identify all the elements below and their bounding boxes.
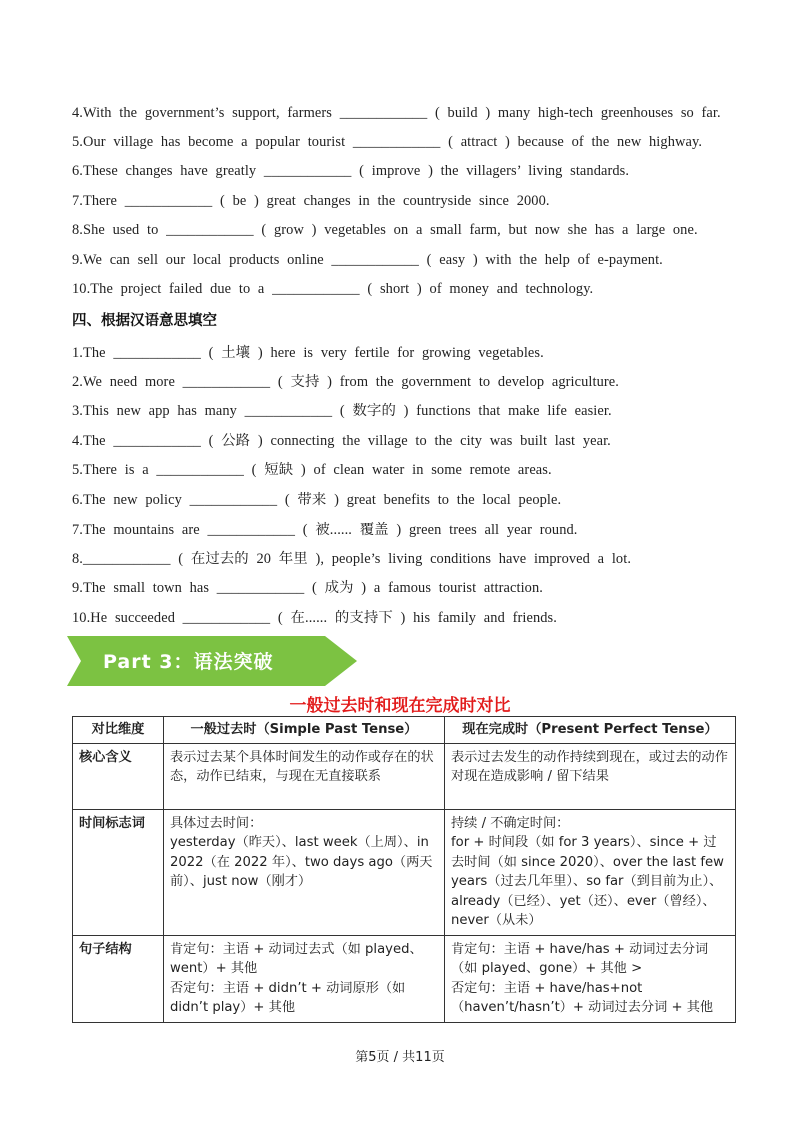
section-heading: 四、根据汉语意思填空: [72, 313, 217, 329]
simple-past-cell: 表示过去某个具体时间发生的动作或存在的状态，动作已结束，与现在无直接联系: [164, 743, 445, 809]
translation-line-3: 3.This new app has many ____________ ( 数字的 ) functions that make life easier.: [72, 403, 612, 419]
row-label: 句子结构: [73, 935, 164, 1022]
translation-line-7: 7.The mountains are ____________ ( 被...... 覆盖 ) green trees all year round.: [72, 522, 578, 538]
exercise-line-9: 9.We can sell our local products online ____________ ( easy ) with the help of e-payment.: [72, 252, 663, 268]
exercise-line-7: 7.There ____________ ( be ) great changes in the countryside since 2000.: [72, 193, 550, 209]
comparison-table: [72, 716, 736, 1023]
translation-line-4: 4.The ____________ ( 公路 ) connecting the village to the city was built last year.: [72, 433, 611, 449]
header-simple-past: 一般过去时（Simple Past Tense）: [164, 717, 445, 744]
simple-past-cell: 肯定句：主语 + 动词过去式（如 played、went）+ 其他 否定句：主语 + didn’t + 动词原形（如 didn’t play）+ 其他: [164, 935, 445, 1022]
translation-line-9: 9.The small town has ____________ ( 成为 ) a famous tourist attraction.: [72, 580, 543, 596]
present-perfect-cell: 持续 / 不确定时间： for + 时间段（如 for 3 years）、since + 过去时间（如 since 2020）、over the last few years（过去几年里）、so far（到目前为止）、already（已经）、yet（还）、ever（曾经）、never（从未）: [445, 809, 736, 935]
present-perfect-cell: 肯定句：主语 + have/has + 动词过去分词（如 played、gone）+ 其他 > 否定句：主语 + have/has+not（haven’t/hasn’t）+ 动词过去分词 + 其他: [445, 935, 736, 1022]
row-label: 核心含义: [73, 743, 164, 809]
exercise-line-10: 10.The project failed due to a ____________ ( short ) of money and technology.: [72, 281, 594, 297]
page-footer: 第5页 / 共11页: [355, 1050, 445, 1065]
row-label: 时间标志词: [73, 809, 164, 935]
simple-past-cell: 具体过去时间： yesterday（昨天）、last week（上周）、in 2022（在 2022 年）、two days ago（两天前）、just now（刚才）: [164, 809, 445, 935]
translation-line-5: 5.There is a ____________ ( 短缺 ) of clean water in some remote areas.: [72, 462, 552, 478]
part-banner-label: Part 3：语法突破: [103, 651, 274, 673]
exercise-line-6: 6.These changes have greatly ____________ ( improve ) the villagers’ living standards.: [72, 163, 630, 179]
table-title: 一般过去时和现在完成时对比: [289, 696, 511, 716]
table-header-row: [73, 717, 736, 744]
table-row: [73, 743, 736, 809]
header-present-perfect: 现在完成时（Present Perfect Tense）: [445, 717, 736, 744]
translation-line-8: 8.____________ ( 在过去的 20 年里 ), people’s living conditions have improved a lot.: [72, 551, 632, 567]
table-row: [73, 935, 736, 1022]
translation-line-6: 6.The new policy ____________ ( 带来 ) great benefits to the local people.: [72, 492, 562, 508]
translation-line-2: 2.We need more ____________ ( 支持 ) from the government to develop agriculture.: [72, 374, 619, 390]
translation-line-10: 10.He succeeded ____________ ( 在...... 的支持下 ) his family and friends.: [72, 610, 557, 626]
translation-line-1: 1.The ____________ ( 土壤 ) here is very fertile for growing vegetables.: [72, 345, 544, 361]
present-perfect-cell: 表示过去发生的动作持续到现在，或过去的动作对现在造成影响 / 留下结果: [445, 743, 736, 809]
exercise-line-8: 8.She used to ____________ ( grow ) vegetables on a small farm, but now she has a large one.: [72, 222, 698, 238]
exercise-line-4: 4.With the government’s support, farmers ____________ ( build ) many high-tech greenhouses so far.: [72, 105, 721, 121]
table-row: [73, 809, 736, 935]
header-dimension: 对比维度: [73, 717, 164, 744]
exercise-line-5: 5.Our village has become a popular tourist ____________ ( attract ) because of the new highway.: [72, 134, 703, 150]
